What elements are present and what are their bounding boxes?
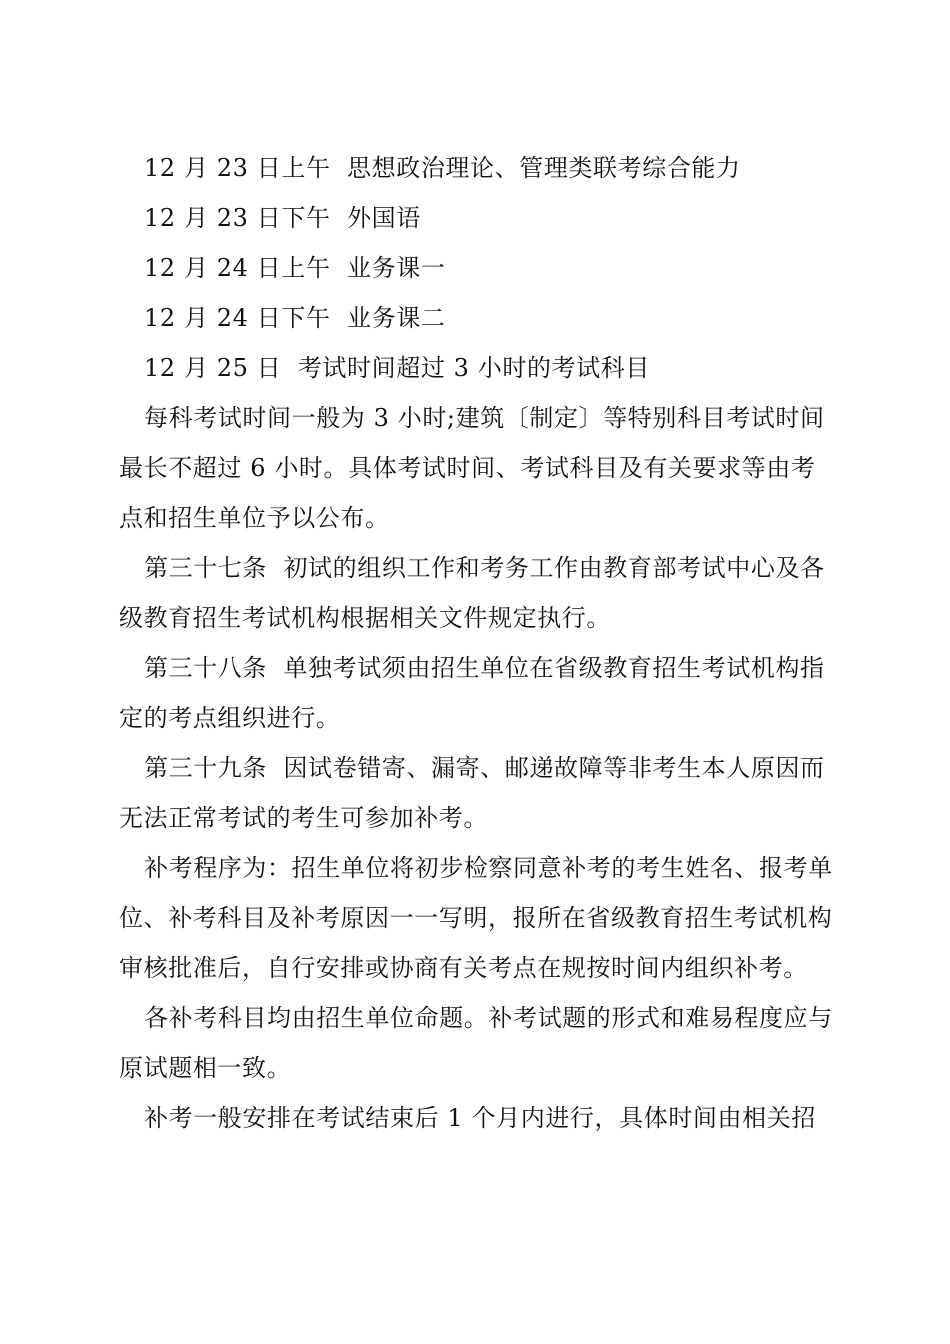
document-body xyxy=(119,143,835,1143)
exam-duration-paragraph: 每科考试时间一般为 3 小时;建筑〔制定〕等特别科目考试时间最长不超过 6 小时。具体考试时间、考试科目及有关要求等由考点和招生单位予以公布。 xyxy=(119,404,825,532)
schedule-line-dec23-morning: 12 月 23 日上午 思想政治理论、管理类联考综合能力 xyxy=(144,154,741,182)
makeup-questions-paragraph: 各补考科目均由招生单位命题。补考试题的形式和难易程度应与原试题相一致。 xyxy=(119,1004,833,1082)
schedule-line-dec25: 12 月 25 日 考试时间超过 3 小时的考试科目 xyxy=(144,354,650,382)
schedule-line-dec23-afternoon: 12 月 23 日下午 外国语 xyxy=(144,204,421,232)
makeup-procedure-paragraph: 补考程序为：招生单位将初步检察同意补考的考生姓名、报考单位、补考科目及补考原因一一写明，报所在省级教育招生考试机构审核批准后，自行安排或协商有关考点在规按时间内组织补考。 xyxy=(119,854,833,982)
schedule-line-dec24-afternoon: 12 月 24 日下午 业务课二 xyxy=(144,304,446,332)
article-37-paragraph: 第三十七条 初试的组织工作和考务工作由教育部考试中心及各级教育招生考试机构根据相关文件规定执行。 xyxy=(119,554,825,632)
schedule-line-dec24-morning: 12 月 24 日上午 业务课一 xyxy=(144,254,446,282)
article-39-paragraph: 第三十九条 因试卷错寄、漏寄、邮递故障等非考生本人原因而无法正常考试的考生可参加补考。 xyxy=(119,754,825,832)
makeup-timing-paragraph: 补考一般安排在考试结束后 1 个月内进行，具体时间由相关招 xyxy=(144,1104,816,1132)
article-38-paragraph: 第三十八条 单独考试须由招生单位在省级教育招生考试机构指定的考点组织进行。 xyxy=(119,654,825,732)
